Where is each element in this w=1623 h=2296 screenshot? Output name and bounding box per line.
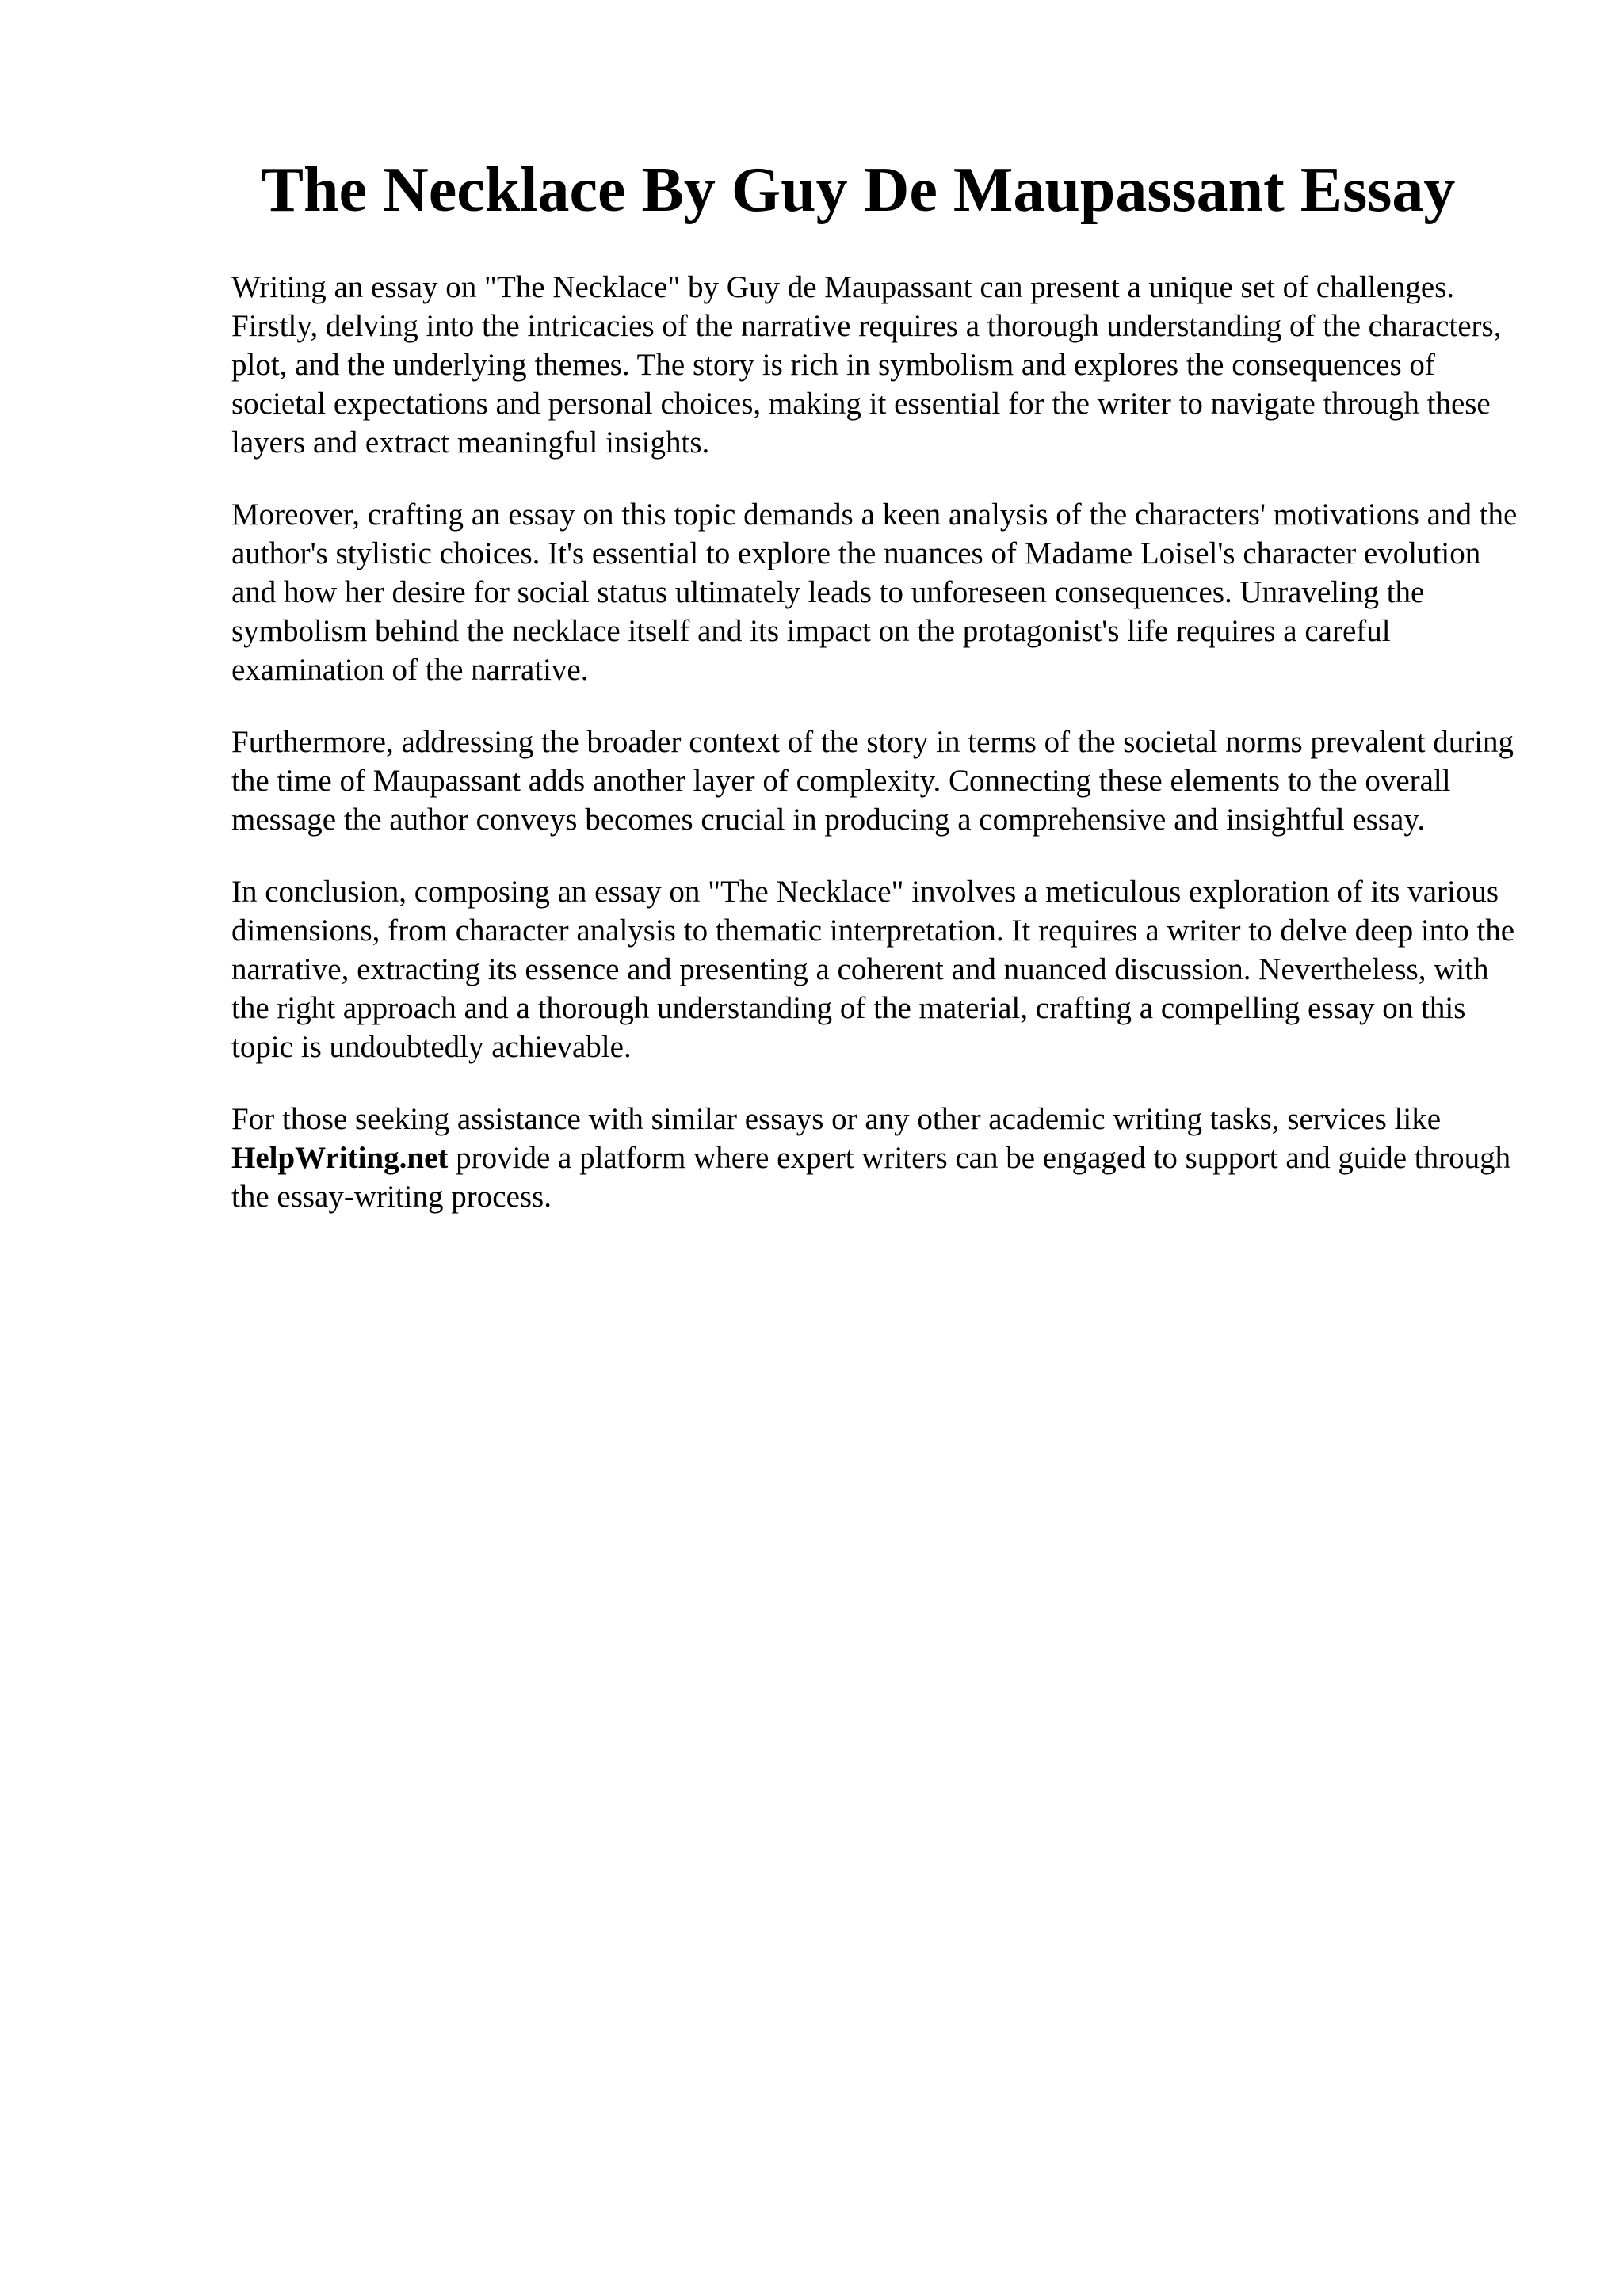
paragraph-2: Moreover, crafting an essay on this topic demands a keen analysis of the characters' motivations and the author's stylistic choices. It's essential to explore the nuances of Madame Loisel's character evolution and how her desire for social status ultimately leads to unforeseen consequences. Unraveling the symbolism behind the necklace itself and its impact on the protagonist's life requires a careful examination of the narrative.	[231, 498, 1518, 687]
closing-text-before: For those seeking assistance with similar essays or any other academic writing tasks, services like	[231, 1102, 1442, 1136]
page-title: The Necklace By Guy De Maupassant Essay	[261, 155, 1456, 225]
paragraph-4: In conclusion, composing an essay on "The Necklace" involves a meticulous exploration of its various dimensions, from character analysis to thematic interpretation. It requires a writer to delve deep into the narrative, extracting its essence and presenting a coherent and nuanced discussion. Nevertheless, with the right approach and a thorough understanding of the material, crafting a compelling essay on this topic is undoubtedly achievable.	[231, 875, 1515, 1064]
closing-text-after: provide a platform where expert writers can be engaged to support and guide through the essay-writing process.	[231, 1141, 1511, 1214]
paragraph-closing	[231, 1100, 1523, 1216]
paragraph-3: Furthermore, addressing the broader context of the story in terms of the societal norms prevalent during the time of Maupassant adds another layer of complexity. Connecting these elements to the overall message the author conveys becomes crucial in producing a comprehensive and insightful essay.	[231, 725, 1514, 837]
paragraph-1: Writing an essay on "The Necklace" by Guy de Maupassant can present a unique set of challenges. Firstly, delving into the intricacies of the narrative requires a thorough understanding of the characters, plot, and the underlying themes. The story is rich in symbolism and explores the consequences of societal expectations and personal choices, making it essential for the writer to navigate through these layers and extract meaningful insights.	[231, 270, 1502, 460]
essay-body	[231, 268, 1523, 1216]
helpwriting-brand: HelpWriting.net	[231, 1141, 449, 1175]
